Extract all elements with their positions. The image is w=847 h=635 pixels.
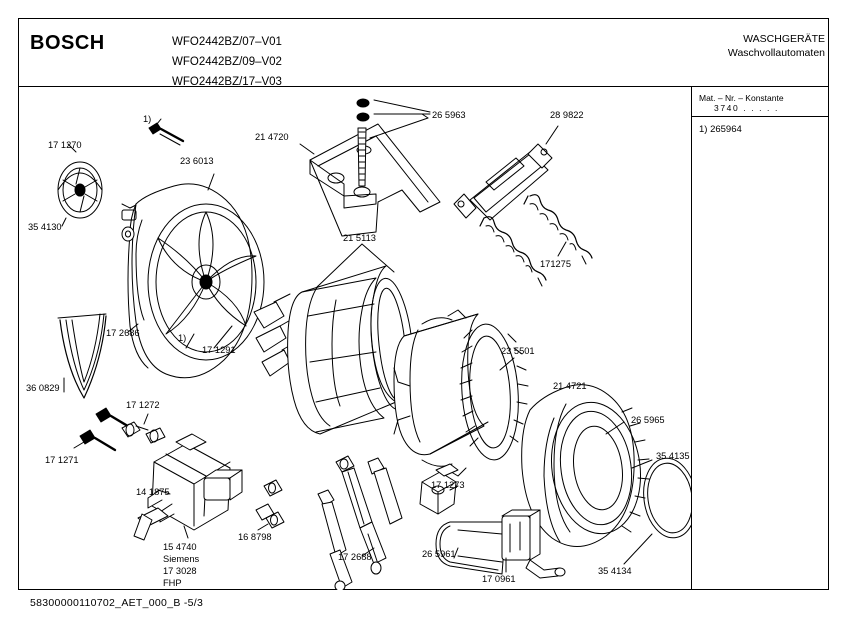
callout-172688: 17 2688 [338, 552, 372, 562]
callout-214720: 21 4720 [255, 132, 289, 142]
part-pulley-wheel [58, 162, 102, 218]
callout-172686: 17 2686 [106, 328, 140, 338]
brand-logo: BOSCH [30, 32, 105, 54]
part-screw-1 [149, 123, 183, 145]
callout-360829: 36 0829 [26, 383, 60, 393]
leader-note1-a [157, 119, 161, 124]
model-list [172, 32, 282, 92]
callout-215113: 21 5113 [343, 233, 376, 243]
callout-141875: 14 1875 [136, 487, 170, 497]
callout-siemens: Siemens [163, 554, 200, 564]
part-168798-nuts [256, 480, 284, 528]
part-214720-bracket [310, 124, 440, 236]
leader-354135 [632, 460, 652, 468]
leader-154740 [184, 526, 188, 538]
leader-265963 [422, 114, 428, 118]
callout-173028: 17 3028 [163, 566, 197, 576]
model-line-2: WFO2442BZ/09–V02 [172, 56, 282, 68]
matnr-divider [691, 116, 829, 117]
part-tub-rear [122, 184, 264, 378]
callout-265963: 26 5963 [432, 110, 466, 120]
part-360829-belt [58, 314, 106, 398]
callout-171273: 17 1273 [431, 480, 465, 490]
part-235501-drum [394, 310, 528, 476]
callout-171275: 171275 [540, 259, 572, 269]
callout-171291: 17 1291 [202, 345, 236, 355]
callout-note-1b: 1) [178, 333, 187, 343]
document-id: 58300000110702_AET_000_B -5/3 [30, 597, 204, 609]
leader-171275 [558, 242, 566, 256]
leader-171272 [144, 414, 148, 424]
matnr-label: Mat. – Nr. – Konstante [699, 93, 784, 103]
model-line-3: WFO2442BZ/17–V03 [172, 76, 282, 88]
callout-354135: 35 4135 [656, 451, 690, 461]
callout-170961: 17 0961 [482, 574, 516, 584]
exploded-view-drawing [18, 86, 691, 590]
appliance-type: Waschvollautomaten [727, 47, 825, 59]
leader-171271 [74, 442, 84, 448]
leader-289822 [546, 126, 558, 144]
callout-354130: 35 4130 [28, 222, 62, 232]
callout-171271: 17 1271 [45, 455, 79, 465]
part-171272-washers [122, 422, 165, 443]
leader-236013 [208, 174, 214, 190]
part-214721-tub-front [522, 385, 691, 547]
callout-354134: 35 4134 [598, 566, 632, 576]
callout-168798: 16 8798 [238, 532, 272, 542]
legend-note-1: 1) 265964 [699, 124, 742, 135]
callout-265961: 26 5961 [422, 549, 456, 559]
callout-235501: 23 5501 [501, 346, 535, 356]
appliance-group: WASCHGERÄTE [743, 33, 825, 45]
callout-fhp: FHP [163, 578, 182, 588]
callout-236013: 23 6013 [180, 156, 214, 166]
callout-171272: 17 1272 [126, 400, 160, 410]
leader-354130 [62, 218, 66, 226]
matnr-value: 3740 . . . . . [714, 103, 779, 113]
model-line-1: WFO2442BZ/07–V01 [172, 36, 282, 48]
callout-289822: 28 9822 [550, 110, 584, 120]
leader-214720 [300, 144, 314, 154]
leader-354134 [624, 534, 652, 564]
info-panel-divider [691, 86, 692, 590]
callout-214721: 21 4721 [553, 381, 587, 391]
callout-171270: 17 1270 [48, 140, 82, 150]
leader-168798 [258, 524, 268, 530]
callout-note-1a: 1) [143, 114, 152, 124]
callout-265965: 26 5965 [631, 415, 665, 425]
appliance-category [728, 32, 825, 60]
callout-154740: 15 4740 [163, 542, 197, 552]
part-172688-dampers [318, 456, 402, 590]
